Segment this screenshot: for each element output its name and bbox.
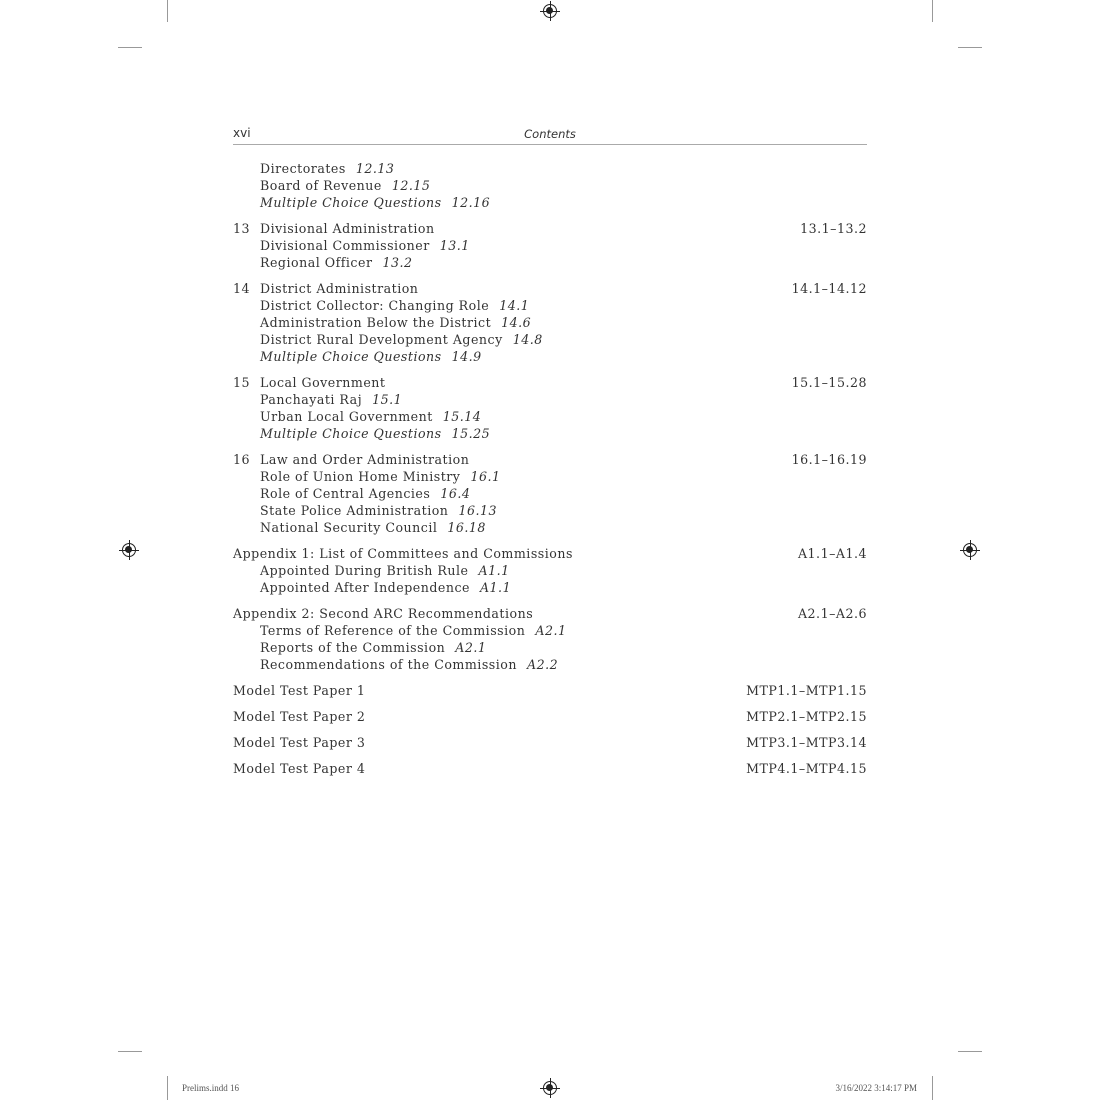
subentry-page: 16.18 <box>447 520 486 535</box>
toc-heading <box>233 760 867 777</box>
subentry-page: A2.1 <box>455 640 487 655</box>
subentry-label: Panchayati Raj <box>260 392 363 407</box>
subentry-label: Reports of the Commission <box>260 640 446 655</box>
toc-entry <box>233 545 867 596</box>
toc-heading <box>233 708 867 725</box>
toc-subentry <box>233 331 867 348</box>
toc-subentry <box>233 502 867 519</box>
subentry-page: A1.1 <box>478 563 510 578</box>
page-range: MTP2.1–MTP2.15 <box>746 709 867 724</box>
toc-entry <box>233 760 867 777</box>
subentry-page: 16.4 <box>440 486 471 501</box>
page-number: xvi <box>233 126 251 140</box>
subentry-page: 16.13 <box>458 503 497 518</box>
chapter-title: Divisional Administration <box>260 221 435 236</box>
chapter-title: Appendix 2: Second ARC Recommendations <box>233 606 534 621</box>
subentry-page: 12.15 <box>391 178 431 193</box>
crop-mark <box>932 1076 933 1100</box>
toc-subentry <box>233 562 867 579</box>
crop-mark <box>118 1051 142 1052</box>
subentry-page: 13.1 <box>439 238 470 253</box>
subentry-label: Board of Revenue <box>260 178 382 193</box>
page-range: 13.1–13.2 <box>800 221 867 236</box>
page-range: 14.1–14.12 <box>791 281 867 296</box>
toc-subentry <box>233 297 867 314</box>
toc-subentry <box>233 160 867 177</box>
toc-entry <box>233 734 867 751</box>
subentry-page: 12.16 <box>451 195 491 210</box>
toc-subentry <box>233 656 867 673</box>
subentry-page: 15.1 <box>372 392 403 407</box>
toc-subentry <box>233 391 867 408</box>
subentry-label: Terms of Reference of the Commission <box>260 623 526 638</box>
subentry-label: Appointed After Independence <box>260 580 470 595</box>
toc-entry <box>233 220 867 271</box>
page-range: MTP1.1–MTP1.15 <box>746 683 867 698</box>
subentry-label: District Collector: Changing Role <box>260 298 490 313</box>
running-header <box>233 126 867 145</box>
subentry-page: 12.13 <box>355 161 395 176</box>
registration-mark-icon <box>963 543 977 557</box>
registration-mark-icon <box>122 543 136 557</box>
page-range: 15.1–15.28 <box>791 375 867 390</box>
toc-subentry <box>233 348 867 365</box>
toc-heading <box>233 605 867 622</box>
page-range: 16.1–16.19 <box>791 452 867 467</box>
subentry-label: Recommendations of the Commission <box>260 657 517 672</box>
subentry-label: Multiple Choice Questions <box>260 426 442 441</box>
subentry-label: National Security Council <box>260 520 438 535</box>
subentry-label: Appointed During British Rule <box>260 563 469 578</box>
toc-entry <box>233 280 867 365</box>
toc-heading <box>233 220 867 237</box>
subentry-page: 13.2 <box>382 255 413 270</box>
subentry-label: Directorates <box>260 161 346 176</box>
toc-heading <box>233 280 867 297</box>
subentry-label: Role of Union Home Ministry <box>260 469 461 484</box>
toc-entry <box>233 708 867 725</box>
subentry-page: 16.1 <box>470 469 501 484</box>
chapter-number: 13 <box>233 221 251 236</box>
toc-heading <box>233 545 867 562</box>
subentry-page: 14.6 <box>501 315 532 330</box>
toc-subentry <box>233 519 867 536</box>
subentry-page: 14.1 <box>499 298 530 313</box>
toc-subentry <box>233 579 867 596</box>
toc-subentry <box>233 639 867 656</box>
footer-file: Prelims.indd 16 <box>182 1083 240 1093</box>
footer-timestamp: 3/16/2022 3:14:17 PM <box>835 1083 917 1093</box>
toc-subentry <box>233 254 867 271</box>
subentry-label: Role of Central Agencies <box>260 486 431 501</box>
table-of-contents <box>233 160 867 786</box>
running-title: Contents <box>524 127 576 141</box>
subentry-page: 14.9 <box>451 349 482 364</box>
chapter-number: 14 <box>233 281 251 296</box>
crop-mark <box>167 0 168 22</box>
chapter-title: Appendix 1: List of Committees and Commissions <box>233 546 573 561</box>
subentry-page: A2.2 <box>527 657 559 672</box>
toc-subentry <box>233 237 867 254</box>
page-range: MTP3.1–MTP3.14 <box>746 735 867 750</box>
chapter-title: Law and Order Administration <box>260 452 470 467</box>
subentry-label: State Police Administration <box>260 503 449 518</box>
toc-subentry <box>233 194 867 211</box>
chapter-title: Local Government <box>260 375 386 390</box>
toc-subentry <box>233 314 867 331</box>
registration-mark-icon <box>543 1081 557 1095</box>
subentry-label: Urban Local Government <box>260 409 433 424</box>
toc-heading <box>233 451 867 468</box>
page-range: MTP4.1–MTP4.15 <box>746 761 867 776</box>
toc-subentry <box>233 468 867 485</box>
subentry-label: Multiple Choice Questions <box>260 195 442 210</box>
subentry-page: 14.8 <box>512 332 543 347</box>
crop-mark <box>958 1051 982 1052</box>
toc-entry <box>233 451 867 536</box>
subentry-label: Multiple Choice Questions <box>260 349 442 364</box>
subentry-page: A1.1 <box>479 580 512 595</box>
chapter-number: 16 <box>233 452 251 467</box>
toc-subentry <box>233 425 867 442</box>
crop-mark <box>958 47 982 48</box>
chapter-title: Model Test Paper 2 <box>233 709 366 724</box>
toc-heading <box>233 374 867 391</box>
subentry-page: 15.25 <box>451 426 491 441</box>
subentry-label: Divisional Commissioner <box>260 238 430 253</box>
toc-heading <box>233 682 867 699</box>
chapter-title: Model Test Paper 1 <box>233 683 366 698</box>
chapter-title: Model Test Paper 3 <box>233 735 366 750</box>
toc-entry <box>233 605 867 673</box>
crop-mark <box>167 1076 168 1100</box>
toc-entry <box>233 160 867 211</box>
chapter-number: 15 <box>233 375 251 390</box>
registration-mark-icon <box>543 4 557 18</box>
toc-subentry <box>233 485 867 502</box>
subentry-page: 15.14 <box>442 409 482 424</box>
subentry-label: Regional Officer <box>260 255 373 270</box>
toc-subentry <box>233 177 867 194</box>
page-range: A1.1–A1.4 <box>797 546 867 561</box>
chapter-title: Model Test Paper 4 <box>233 761 366 776</box>
toc-entry <box>233 682 867 699</box>
crop-mark <box>932 0 933 22</box>
chapter-title: District Administration <box>260 281 419 296</box>
toc-entry <box>233 374 867 442</box>
toc-subentry <box>233 408 867 425</box>
page-range: A2.1–A2.6 <box>797 606 867 621</box>
toc-heading <box>233 734 867 751</box>
subentry-label: Administration Below the District <box>260 315 492 330</box>
subentry-label: District Rural Development Agency <box>260 332 503 347</box>
subentry-page: A2.1 <box>535 623 567 638</box>
toc-subentry <box>233 622 867 639</box>
crop-mark <box>118 47 142 48</box>
